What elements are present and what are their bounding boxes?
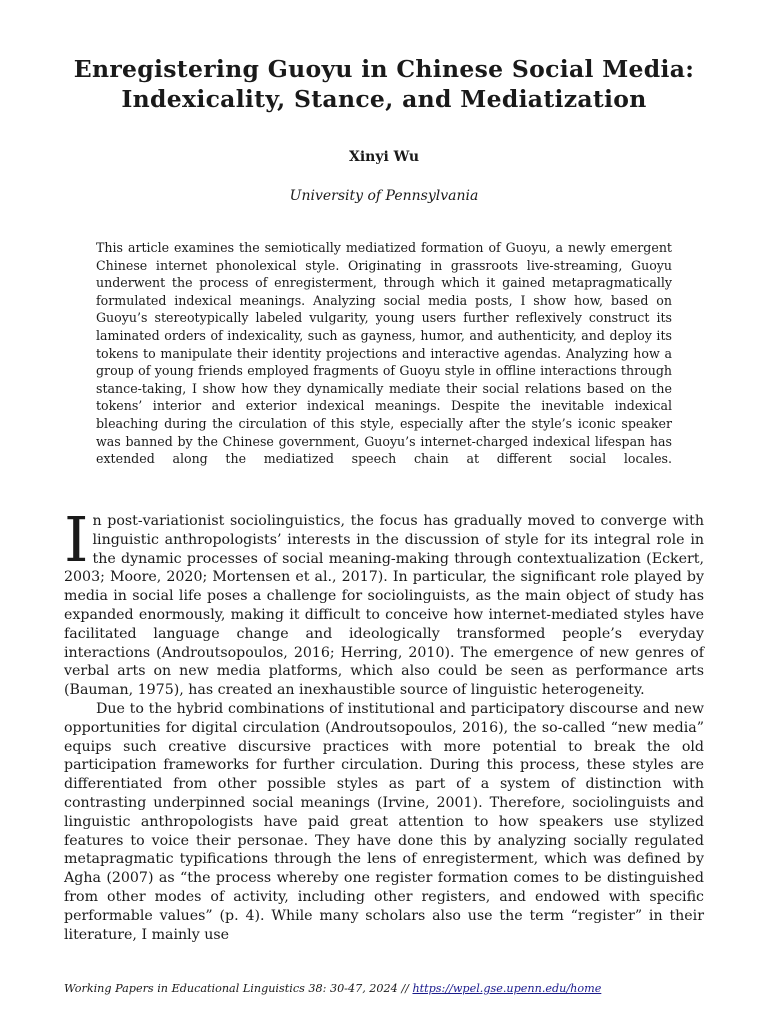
author-affiliation: University of Pennsylvania: [289, 188, 479, 204]
paragraph-1-text: n post-variationist sociolinguistics, the focus has gradually moved to converge with linguistic anthropologists’ interests in the discussion of style for its integral role in the dynamic processes of social meaning-making through contextualization (Eckert, 2003; Moore, 2020; Mortensen et al., 2017). In particular, the significant role played by media in social life poses a challenge for sociolinguists, as the main object of study has expanded enormously, making it difficult to conceive how internet-mediated styles have facilitated language change and ideologically transformed people’s everyday interactions (Androutsopoulos, 2016; Herring, 2010). The emergence of new genres of verbal arts on new media platforms, which also could be seen as performance arts (Bauman, 1975), has created an inexhaustible source of linguistic heterogeneity.: [64, 513, 704, 699]
author-name: Xinyi Wu: [348, 149, 420, 165]
footer-citation: Working Papers in Educational Linguistics 38: 30-47, 2024: [64, 982, 398, 995]
page-footer: [64, 982, 601, 996]
title-line-1: Enregistering Guoyu in Chinese Social Media:: [73, 55, 695, 83]
paragraph-2: Due to the hybrid combinations of institutional and participatory discourse and new opportunities for digital circulation (Androutsopoulos, 2016), the so-called “new media” equips such creative discursive practices with more potential to break the old participation frameworks for further circulation. During this process, these styles are differentiated from other possible styles as part of a system of distinction with contrasting underpinned social meanings (Irvine, 2001). Therefore, sociolinguists and linguistic anthropologists have paid great attention to how speakers use stylized features to voice their personae. They have done this by analyzing socially regulated metapragmatic typifications through the lens of enregisterment, which was defined by Agha (2007) as “the process whereby one register formation comes to be distinguished from other modes of activity, including other registers, and endowed with specific performable values” (p. 4). While many scholars also use the term “register” in their literature, I mainly use: [64, 700, 704, 943]
footer-url-link[interactable]: https://wpel.gse.upenn.edu/home: [412, 982, 602, 995]
paragraph-1: [64, 503, 704, 700]
drop-cap: I: [64, 503, 89, 576]
footer-separator: //: [397, 982, 413, 995]
abstract: This article examines the semiotically mediatized formation of Guoyu, a newly emergent Chinese internet phonolexical style. Originating in grassroots live-streaming, Guoyu underwent the process of enregisterment, through which it gained metapragmatically formulated indexical meanings. Analyzing social media posts, I show how, based on Guoyu’s stereotypically labeled vulgarity, young users further reflexively construct its laminated orders of indexicality, such as gayness, humor, and authenticity, and deploy its tokens to manipulate their identity projections and interactive agendas. Analyzing how a group of young friends employed fragments of Guoyu style in offline interactions through stance-taking, I show how they dynamically mediate their social relations based on the tokens’ interior and exterior indexical meanings. Despite the inevitable indexical bleaching during the circulation of this style, especially after the style’s iconic speaker was banned by the Chinese government, Guoyu’s internet-charged indexical lifespan has extended along the mediatized speech chain at different social locales.: [96, 240, 672, 467]
body-text: [64, 503, 704, 944]
paper-title: [40, 54, 728, 114]
title-line-2: Indexicality, Stance, and Mediatization: [121, 85, 647, 113]
